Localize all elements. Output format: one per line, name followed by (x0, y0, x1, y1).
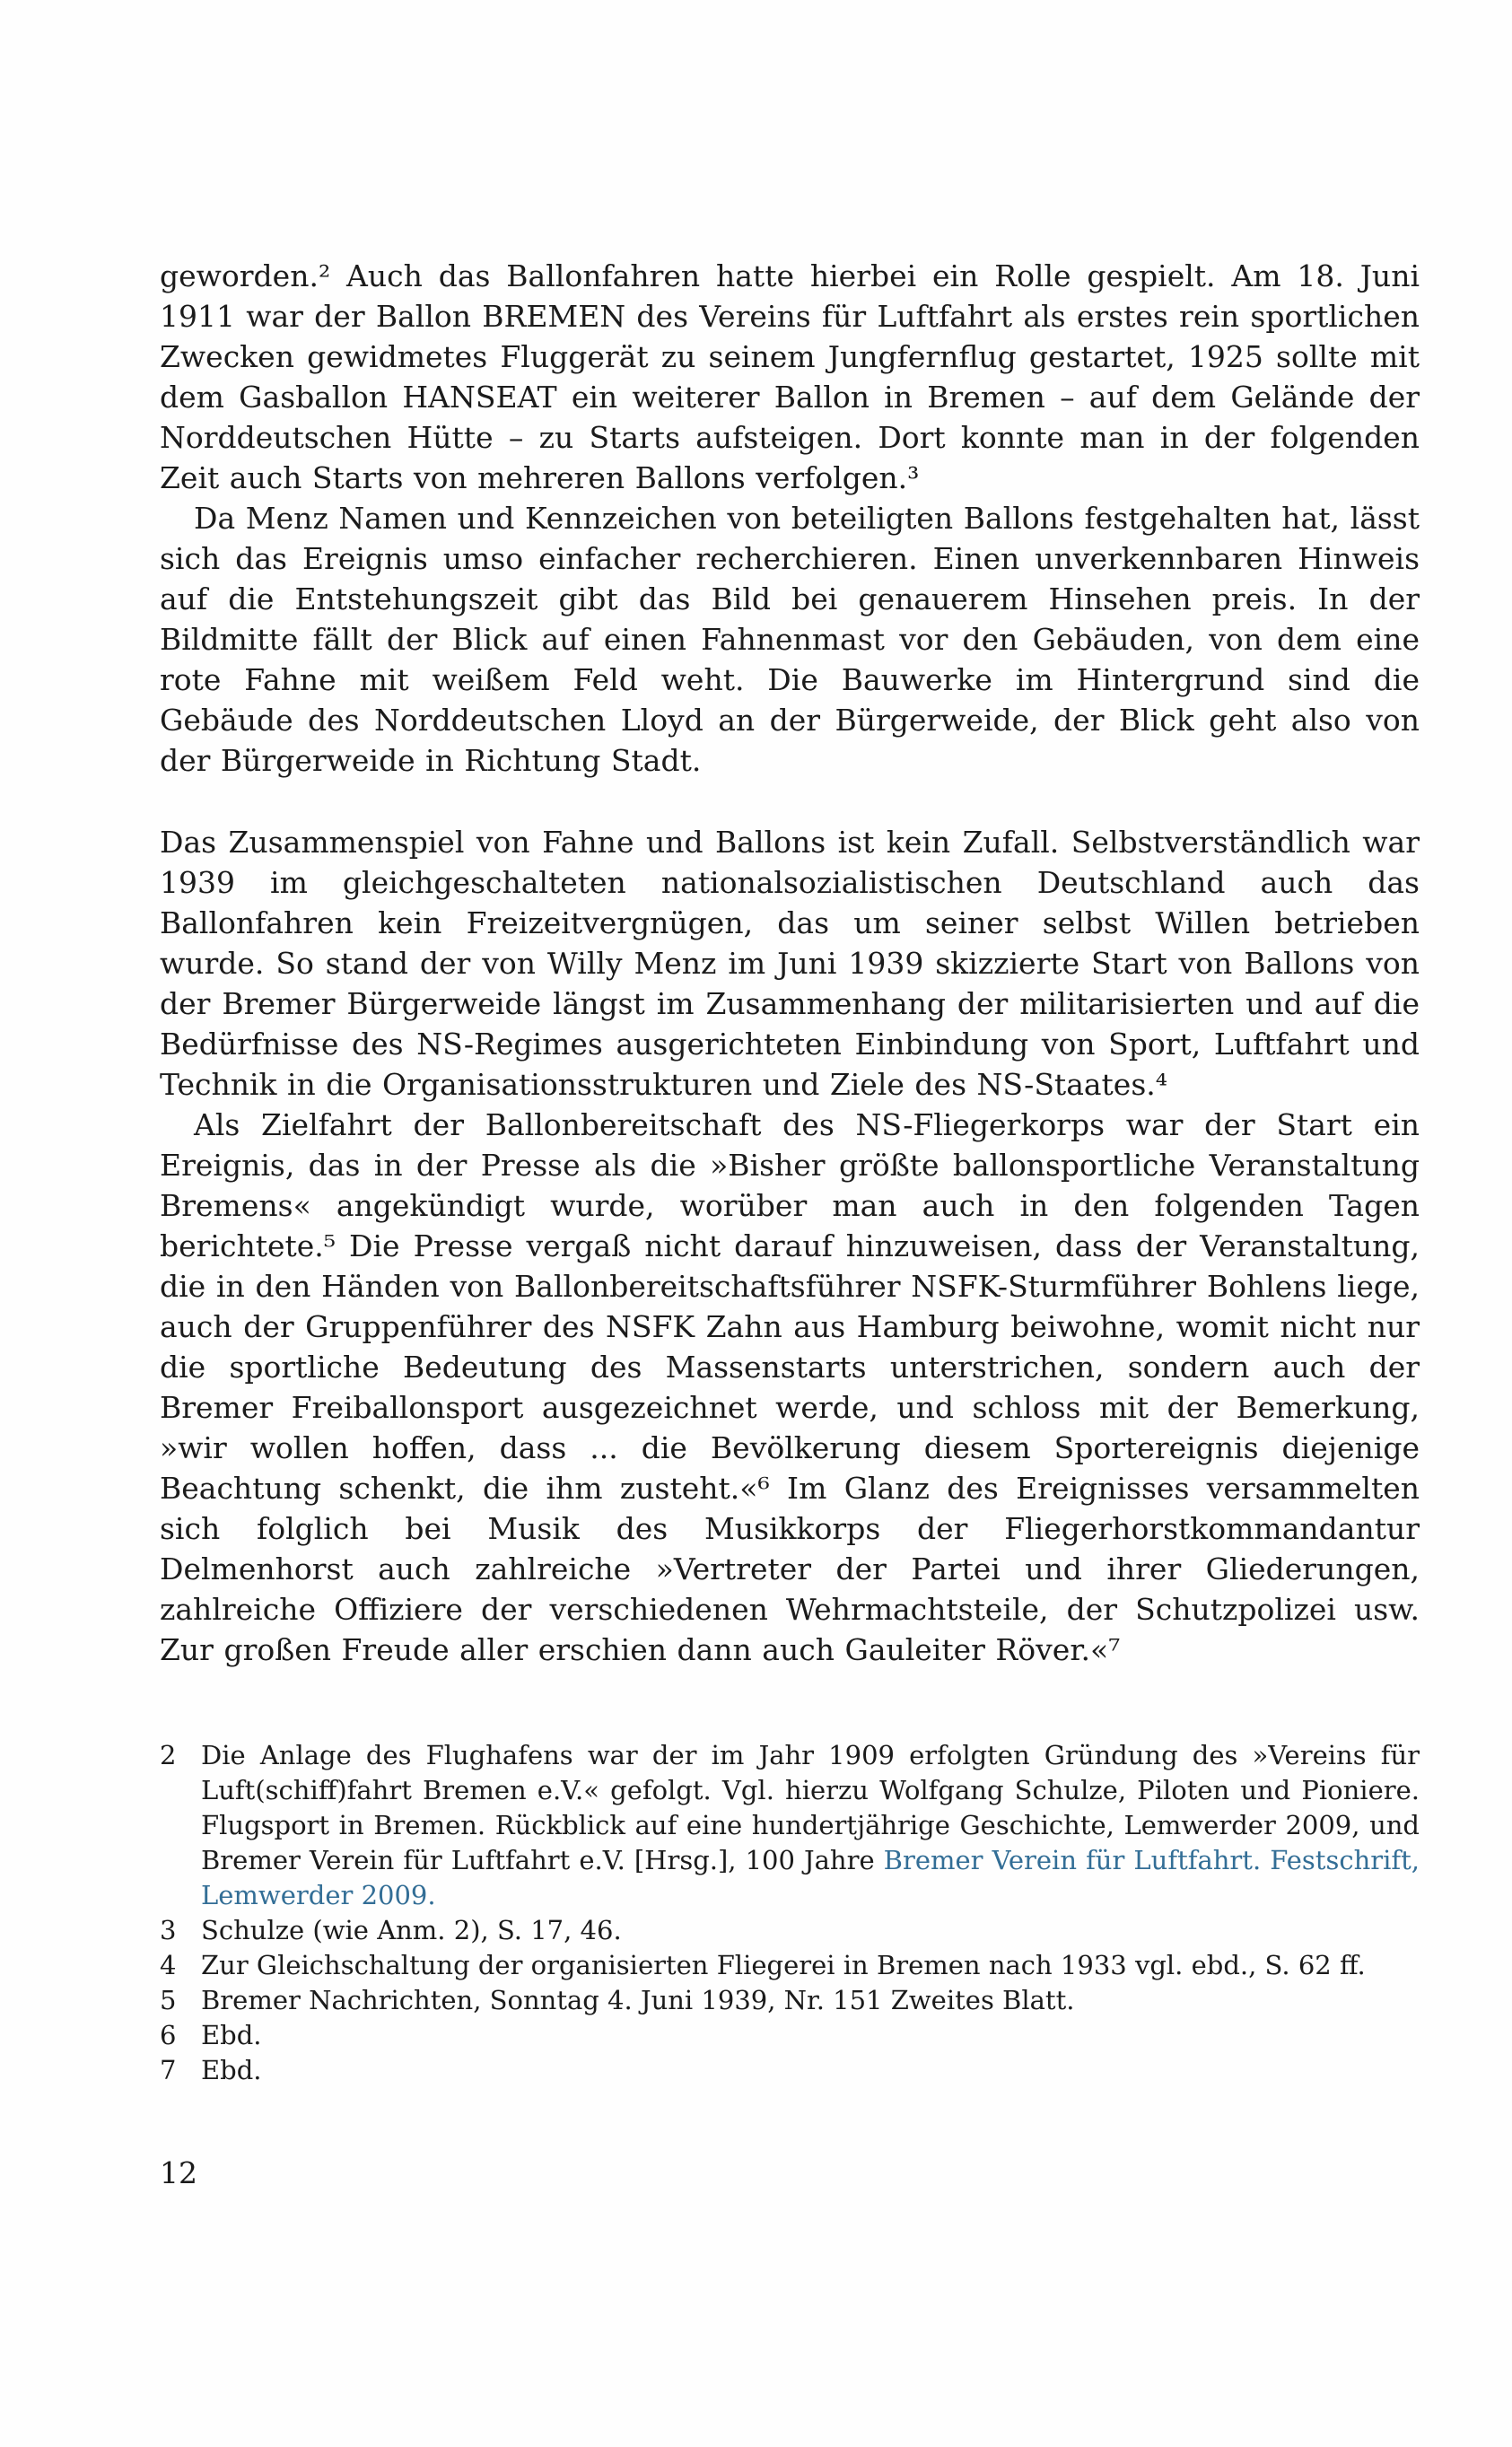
footnote-text (201, 2018, 1420, 2053)
footnote-text-highlighted: Bremer Verein für Luftfahrt. Festschrift, Lemwerder 2009. (201, 1845, 1420, 1910)
footnote (160, 1948, 1420, 1983)
paragraph-continuation: geworden.² Auch das Ballonfahren hatte hierbei ein Rolle gespielt. Am 18. Juni 1911 war der Ballon BREMEN des Vereins für Luftfahrt als erstes rein sportlichen Zwecken gewidmetes Fluggerät zu seinem Jungfernflug gestartet, 1925 sollte mit dem Gasballon HANSEAT ein weiterer Ballon in Bremen – auf dem Gelände der Norddeutschen Hütte – zu Starts aufsteigen. Dort konnte man in der folgenden Zeit auch Starts von mehreren Ballons verfolgen.³ (160, 258, 1420, 495)
body-text (160, 256, 1420, 1670)
footnote-text-main: Die Anlage des Flughafens war der im Jahr 1909 erfolgten Gründung des »Vereins für Luft(schiff)fahrt Bremen e.V.« gefolgt. Vgl. hierzu Wolfgang Schulze, Piloten und Pioniere. Flugsport in Bremen. Rückblick auf eine hundertjährige Geschichte, Lemwerder 2009, und Bremer Verein für Luftfahrt e.V. [Hrsg.], 100 Jahre (201, 1740, 1420, 1875)
footnote-number: 2 (160, 1740, 177, 1770)
footnote-number: 4 (160, 1950, 177, 1980)
footnote-text-main: Ebd. (201, 2055, 262, 2085)
footnote-number: 7 (160, 2055, 177, 2085)
footnote-text (201, 1983, 1420, 2018)
footnote-text (201, 2053, 1420, 2088)
footnote (160, 2053, 1420, 2088)
footnote-number: 6 (160, 2020, 177, 2050)
paragraph: Da Menz Namen und Kennzeichen von beteiligten Ballons festgehalten hat, lässt sich das Ereignis umso einfacher recherchieren. Einen unverkennbaren Hinweis auf die Entstehungszeit gibt das Bild bei genauerem Hinsehen preis. In der Bildmitte fällt der Blick auf einen Fahnenmast vor den Gebäuden, von dem eine rote Fahne mit weißem Feld weht. Die Bauwerke im Hintergrund sind die Gebäude des Norddeutschen Lloyd an der Bürgerweide, der Blick geht also von der Bürgerweide in Richtung Stadt. (160, 501, 1420, 778)
page-number: 12 (160, 2155, 197, 2190)
footnote-text-main: Bremer Nachrichten, Sonntag 4. Juni 1939, Nr. 151 Zweites Blatt. (201, 1985, 1075, 2015)
footnotes-section (160, 1738, 1420, 2088)
footnote-text (201, 1738, 1420, 1913)
footnote-number: 5 (160, 1985, 177, 2015)
paragraph: Als Zielfahrt der Ballonbereitschaft des NS-Fliegerkorps war der Start ein Ereignis, das in der Presse als die »Bisher größte ballonsportliche Veranstaltung Bremens« angekündigt wurde, worüber man auch in den folgenden Tagen berichtete.⁵ Die Presse vergaß nicht darauf hinzuweisen, dass der Veranstaltung, die in den Händen von Ballonbereitschaftsführer NSFK-Sturmführer Bohlens liege, auch der Gruppenführer des NSFK Zahn aus Hamburg beiwohne, womit nicht nur die sportliche Bedeutung des Massenstarts unterstrichen, sondern auch der Bremer Freiballonsport ausgezeichnet werde, und schloss mit der Bemerkung, »wir wollen hoffen, dass ... die Bevölkerung diesem Sportereignis diejenige Beachtung schenkt, die ihm zusteht.«⁶ Im Glanz des Ereignisses versammelten sich folglich bei Musik des Musikkorps der Fliegerhorstkommandantur Delmenhorst auch zahlreiche »Vertreter der Partei und ihrer Gliederungen, zahlreiche Offiziere der verschiedenen Wehrmachtsteile, der Schutzpolizei usw. Zur großen Freude aller erschien dann auch Gauleiter Röver.«⁷ (160, 1107, 1420, 1667)
footnote (160, 1983, 1420, 2018)
footnote (160, 1738, 1420, 1913)
footnote-text (201, 1913, 1420, 1948)
footnote (160, 2018, 1420, 2053)
footnote-text-main: Schulze (wie Anm. 2), S. 17, 46. (201, 1915, 622, 1945)
footnote-text-main: Zur Gleichschaltung der organisierten Fliegerei in Bremen nach 1933 vgl. ebd., S. 62 ff. (201, 1950, 1366, 1980)
footnote-text-main: Ebd. (201, 2020, 262, 2050)
footnote-number: 3 (160, 1915, 177, 1945)
paragraph: Das Zusammenspiel von Fahne und Ballons ist kein Zufall. Selbstverständlich war 1939 im gleichgeschalteten nationalsozialistischen Deutschland auch das Ballonfahren kein Freizeitvergnügen, das um seiner selbst Willen betrieben wurde. So stand der von Willy Menz im Juni 1939 skizzierte Start von Ballons von der Bremer Bürgerweide längst im Zusammenhang der militarisierten und auf die Bedürfnisse des NS-Regimes ausgerichteten Einbindung von Sport, Luftfahrt und Technik in die Organisationsstrukturen und Ziele des NS-Staates.⁴ (160, 825, 1420, 1102)
footnote-text (201, 1948, 1420, 1983)
footnote (160, 1913, 1420, 1948)
